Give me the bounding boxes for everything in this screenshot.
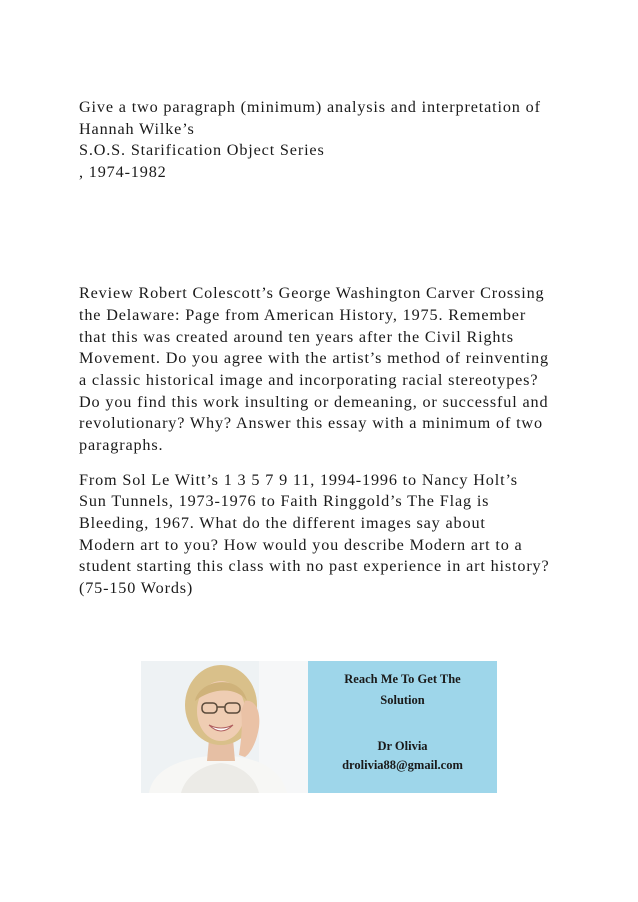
solution-heading: Solution <box>380 693 425 707</box>
reach-me-heading: Reach Me To Get The <box>344 672 461 686</box>
text-line: the Delaware: Page from American History, 1975. Remember <box>79 306 527 324</box>
text-line: student starting this class with no past experience in art history? <box>79 557 550 575</box>
text-line: Movement. Do you agree with the artist’s method of reinventing <box>79 349 549 367</box>
contact-email[interactable]: drolivia88@gmail.com <box>342 758 463 772</box>
contact-name: Dr Olivia <box>377 739 428 753</box>
text-line: From Sol Le Witt’s 1 3 5 7 9 11, 1994-1996 to Nancy Holt’s <box>79 471 518 489</box>
contact-panel <box>308 661 497 793</box>
text-line: S.O.S. Starification Object Series <box>79 141 325 159</box>
portrait-photo <box>141 661 308 793</box>
text-line: Bleeding, 1967. What do the different images say about <box>79 514 486 532</box>
text-line: a classic historical image and incorporating racial stereotypes? <box>79 371 539 389</box>
text-line: Give a two paragraph (minimum) analysis and interpretation of <box>79 98 541 116</box>
text-line: that this was created around ten years after the Civil Rights <box>79 328 514 346</box>
woman-portrait-illustration <box>141 661 308 793</box>
text-line: (75-150 Words) <box>79 579 194 597</box>
text-line: Hannah Wilke’s <box>79 120 195 138</box>
text-line: Sun Tunnels, 1973-1976 to Faith Ringgold’s The Flag is <box>79 492 490 510</box>
text-line: Modern art to you? How would you describe Modern art to a <box>79 536 523 554</box>
contact-banner <box>141 661 497 793</box>
text-line: paragraphs. <box>79 436 164 454</box>
text-line: , 1974-1982 <box>79 163 167 181</box>
text-line: Review Robert Colescott’s George Washington Carver Crossing <box>79 284 545 302</box>
text-line: revolutionary? Why? Answer this essay with a minimum of two <box>79 414 543 432</box>
text-line: Do you find this work insulting or demeaning, or successful and <box>79 393 549 411</box>
